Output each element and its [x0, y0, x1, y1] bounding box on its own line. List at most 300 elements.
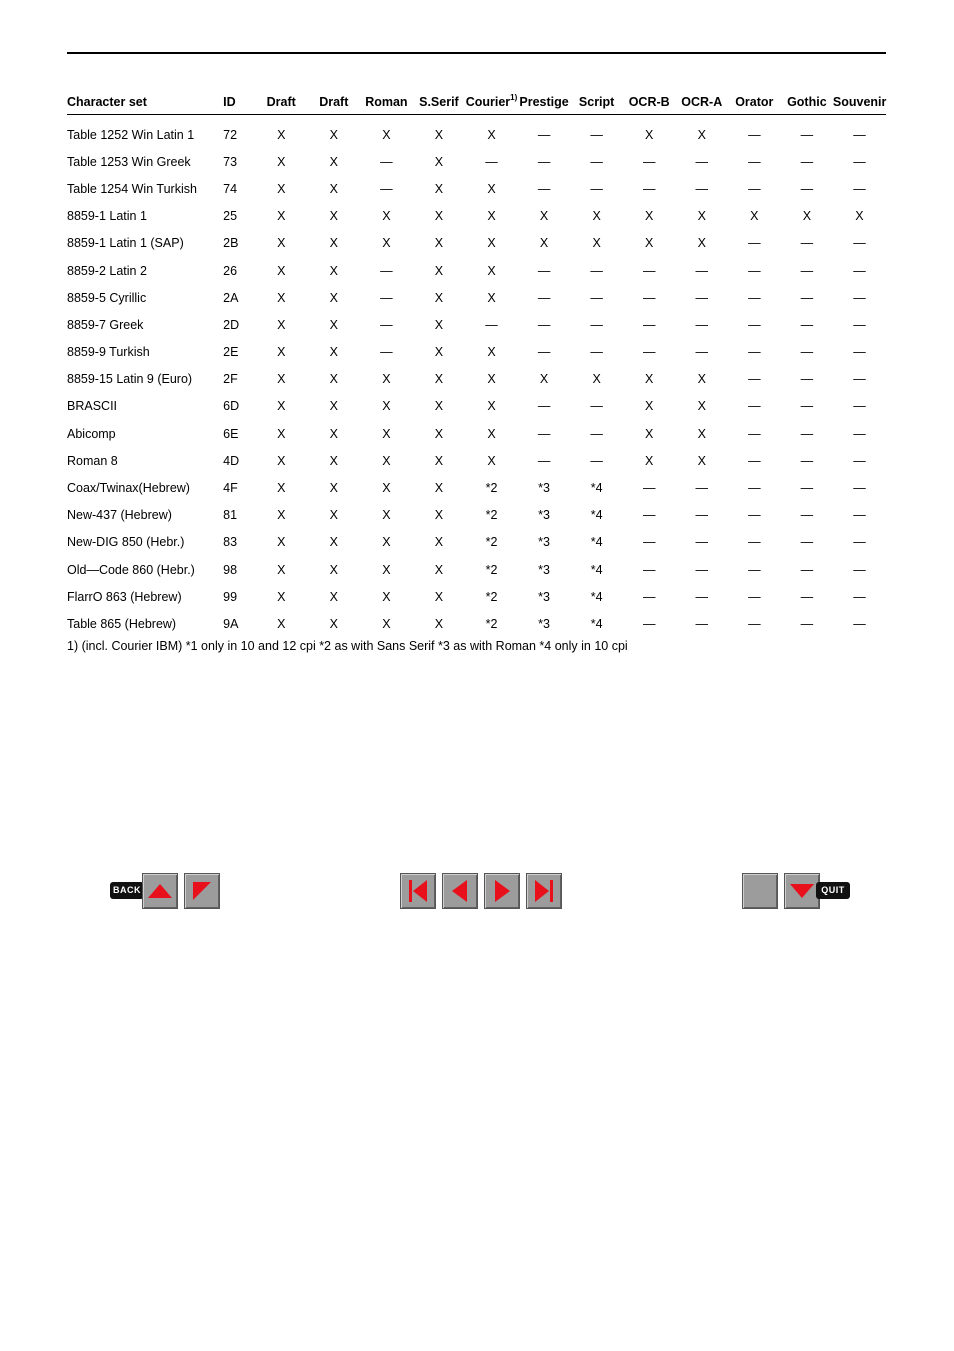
font-support-cell: —: [748, 508, 761, 523]
font-support-cell: X: [329, 399, 338, 414]
font-support-cell: —: [800, 372, 814, 387]
font-support-cell: —: [695, 181, 708, 196]
font-support-cell: —: [748, 453, 761, 468]
col-header: Roman: [360, 83, 412, 115]
col-header: Souvenir: [833, 83, 886, 115]
font-support-cell: —: [590, 154, 603, 169]
font-support-cell: X: [329, 127, 338, 142]
character-set-id: 2D: [223, 317, 240, 332]
font-support-cell: X: [697, 426, 706, 441]
font-support-cell: X: [697, 127, 706, 142]
character-set-id: 6D: [223, 399, 240, 414]
font-support-cell: —: [642, 535, 656, 550]
font-support-cell: —: [537, 345, 551, 360]
font-support-cell: —: [853, 127, 866, 142]
character-set-id: 6E: [223, 426, 239, 441]
table-row: [67, 203, 886, 230]
character-set-id: 99: [223, 589, 238, 604]
font-support-cell: X: [329, 317, 338, 332]
font-support-cell: *4: [590, 508, 603, 523]
character-set-name: Table 1254 Win Turkish: [67, 181, 197, 196]
font-support-cell: *3: [538, 535, 550, 550]
font-support-cell: —: [537, 453, 551, 468]
font-support-cell: —: [537, 181, 551, 196]
font-support-cell: —: [537, 154, 551, 169]
font-support-cell: —: [853, 317, 866, 332]
font-support-cell: X: [277, 589, 286, 604]
font-support-cell: —: [537, 426, 551, 441]
col-header: Draft: [307, 83, 360, 115]
table-row: [67, 610, 886, 637]
character-set-id: 9A: [223, 616, 239, 631]
font-support-cell: X: [434, 154, 444, 169]
font-support-cell: X: [277, 290, 286, 305]
character-set-name: 8859-9 Turkish: [67, 345, 150, 360]
font-support-cell: —: [590, 263, 603, 278]
quit-down-arrow-icon: [785, 874, 819, 908]
font-support-cell: X: [382, 127, 391, 142]
font-support-cell: X: [329, 372, 338, 387]
font-support-cell: —: [642, 562, 656, 577]
font-support-cell: X: [434, 481, 444, 496]
font-support-cell: X: [277, 345, 286, 360]
col-header: Draft: [255, 83, 307, 115]
font-support-cell: X: [382, 372, 391, 387]
font-support-cell: —: [853, 345, 866, 360]
font-support-cell: X: [329, 263, 338, 278]
character-set-id: 2E: [223, 345, 239, 360]
font-support-cell: X: [329, 345, 338, 360]
blank-button: [742, 873, 778, 909]
font-support-cell: —: [485, 154, 498, 169]
table-header-row: [67, 83, 886, 115]
font-support-cell: —: [695, 481, 708, 496]
font-support-cell: —: [642, 345, 656, 360]
font-support-cell: —: [853, 453, 866, 468]
font-support-cell: —: [853, 290, 866, 305]
character-set-name: Old—Code 860 (Hebr.): [67, 562, 195, 577]
font-support-cell: —: [800, 535, 814, 550]
font-support-cell: —: [800, 399, 814, 414]
font-support-cell: X: [592, 209, 601, 224]
font-support-cell: *4: [590, 481, 603, 496]
font-support-cell: X: [697, 372, 706, 387]
col-header: Orator: [728, 83, 781, 115]
table-row: [67, 115, 886, 149]
font-support-cell: X: [277, 453, 286, 468]
font-support-cell: —: [695, 535, 708, 550]
table-row: [67, 447, 886, 474]
font-support-cell: X: [645, 372, 654, 387]
character-set-name: Abicomp: [67, 426, 116, 441]
font-support-cell: X: [277, 181, 286, 196]
font-support-cell: X: [434, 372, 444, 387]
font-support-cell: *4: [590, 562, 603, 577]
font-support-cell: X: [487, 426, 496, 441]
font-support-cell: X: [277, 154, 286, 169]
font-support-cell: —: [748, 426, 761, 441]
table-row: [67, 284, 886, 311]
back-button[interactable]: [142, 873, 178, 909]
font-support-cell: —: [695, 345, 708, 360]
font-support-cell: —: [800, 508, 814, 523]
character-set-name: Table 1253 Win Greek: [67, 154, 191, 169]
next-page-icon: [485, 874, 519, 908]
font-support-cell: —: [642, 263, 656, 278]
font-support-cell: X: [434, 127, 444, 142]
font-support-cell: X: [277, 399, 286, 414]
font-support-cell: —: [590, 399, 603, 414]
font-support-cell: X: [539, 372, 549, 387]
font-support-cell: —: [642, 589, 656, 604]
font-support-cell: —: [800, 263, 814, 278]
character-set-id: 2B: [223, 236, 239, 251]
character-set-id: 4D: [223, 453, 240, 468]
font-support-cell: X: [697, 453, 706, 468]
font-support-cell: —: [748, 616, 761, 631]
font-support-cell: X: [329, 209, 338, 224]
table-row: [67, 556, 886, 583]
font-support-cell: —: [853, 562, 866, 577]
font-support-cell: X: [592, 372, 601, 387]
font-support-cell: —: [800, 453, 814, 468]
font-support-cell: X: [697, 236, 706, 251]
font-support-cell: X: [382, 236, 391, 251]
font-support-cell: —: [748, 562, 761, 577]
first-page-button[interactable]: [400, 873, 436, 909]
character-set-name: New-DIG 850 (Hebr.): [67, 535, 185, 550]
font-support-cell: X: [434, 589, 444, 604]
font-support-cell: —: [537, 399, 551, 414]
font-support-cell: —: [695, 589, 708, 604]
font-support-cell: —: [380, 154, 393, 169]
font-support-cell: X: [277, 372, 286, 387]
font-support-cell: —: [748, 481, 761, 496]
font-support-cell: X: [539, 209, 549, 224]
character-set-id: 4F: [223, 481, 238, 496]
font-support-cell: —: [853, 589, 866, 604]
table-row: [67, 148, 886, 175]
font-support-cell: X: [382, 426, 391, 441]
font-support-cell: X: [487, 263, 496, 278]
col-header: Gothic: [781, 83, 833, 115]
font-support-cell: —: [800, 481, 814, 496]
font-support-cell: —: [853, 616, 866, 631]
font-support-cell: —: [748, 127, 761, 142]
footnote-marker: 1): [510, 92, 518, 102]
font-support-cell: X: [487, 453, 496, 468]
font-support-cell: —: [748, 263, 761, 278]
font-support-cell: —: [800, 317, 814, 332]
font-support-cell: X: [277, 317, 286, 332]
font-support-cell: —: [695, 290, 708, 305]
character-set-id: 74: [223, 181, 238, 196]
table-row: [67, 529, 886, 556]
font-support-cell: —: [800, 345, 814, 360]
font-support-cell: —: [642, 508, 656, 523]
character-set-name: 8859-15 Latin 9 (Euro): [67, 372, 193, 387]
font-support-cell: X: [277, 481, 286, 496]
font-support-cell: X: [329, 508, 338, 523]
font-support-cell: X: [329, 154, 338, 169]
font-support-cell: X: [382, 481, 391, 496]
table-row: [67, 393, 886, 420]
font-support-cell: *3: [538, 508, 550, 523]
character-set-id: 25: [223, 209, 238, 224]
first-page-icon: [401, 874, 435, 908]
font-support-cell: X: [329, 290, 338, 305]
font-support-cell: —: [748, 535, 761, 550]
table-row: [67, 257, 886, 284]
font-support-cell: X: [434, 562, 444, 577]
font-support-cell: X: [277, 508, 286, 523]
table-row: [67, 311, 886, 338]
font-support-cell: —: [748, 317, 761, 332]
font-support-cell: *4: [590, 589, 603, 604]
font-support-cell: —: [642, 154, 656, 169]
font-support-cell: —: [642, 290, 656, 305]
font-support-cell: X: [645, 453, 654, 468]
font-support-cell: —: [748, 399, 761, 414]
font-support-cell: —: [590, 181, 603, 196]
font-support-cell: X: [382, 209, 391, 224]
font-support-cell: —: [695, 508, 708, 523]
font-support-cell: —: [590, 426, 603, 441]
font-support-cell: X: [329, 236, 338, 251]
table-row: [67, 230, 886, 257]
character-set-name: FlarrO 863 (Hebrew): [67, 589, 182, 604]
font-support-cell: —: [695, 154, 708, 169]
font-support-cell: —: [748, 236, 761, 251]
font-support-cell: —: [853, 236, 866, 251]
font-support-cell: X: [434, 453, 444, 468]
font-support-cell: —: [537, 127, 551, 142]
font-support-cell: X: [434, 290, 444, 305]
font-support-cell: X: [802, 209, 812, 224]
quit-label[interactable]: QUIT: [816, 882, 850, 899]
font-support-cell: X: [434, 209, 444, 224]
font-support-cell: —: [695, 562, 708, 577]
font-support-cell: X: [645, 209, 654, 224]
font-support-cell: X: [487, 236, 496, 251]
table-footnote: 1) (incl. Courier IBM) *1 only in 10 and 12 cpi *2 as with Sans Serif *3 as with Roman *4 only in 10 cpi: [67, 639, 628, 653]
font-support-cell: —: [642, 317, 656, 332]
next-page-button[interactable]: [484, 873, 520, 909]
font-support-cell: —: [590, 345, 603, 360]
font-support-cell: X: [277, 209, 286, 224]
font-support-cell: X: [329, 535, 338, 550]
font-support-cell: X: [329, 616, 338, 631]
font-support-cell: X: [645, 236, 654, 251]
font-support-cell: X: [434, 508, 444, 523]
font-support-cell: X: [382, 616, 391, 631]
table-row: [67, 420, 886, 447]
font-support-cell: —: [590, 453, 603, 468]
font-support-cell: X: [434, 535, 444, 550]
font-support-cell: —: [380, 181, 393, 196]
font-support-cell: —: [853, 372, 866, 387]
font-support-cell: —: [853, 181, 866, 196]
character-set-id: 83: [223, 535, 238, 550]
font-support-cell: —: [642, 481, 656, 496]
character-set-name: 8859-1 Latin 1 (SAP): [67, 236, 184, 251]
font-support-cell: X: [645, 399, 654, 414]
font-support-cell: *4: [590, 535, 603, 550]
table-row: [67, 339, 886, 366]
character-set-name: Coax/Twinax(Hebrew): [67, 481, 190, 496]
font-support-cell: X: [277, 616, 286, 631]
character-set-id: 98: [223, 562, 238, 577]
character-set-name: Table 865 (Hebrew): [67, 616, 177, 631]
col-header: Script: [571, 83, 623, 115]
font-support-cell: —: [800, 616, 814, 631]
character-set-name: 8859-5 Cyrillic: [67, 290, 147, 305]
font-support-cell: —: [800, 127, 814, 142]
font-support-cell: X: [434, 426, 444, 441]
font-support-cell: X: [382, 589, 391, 604]
font-support-cell: X: [434, 345, 444, 360]
font-support-cell: —: [380, 290, 393, 305]
top-rule: [67, 52, 886, 54]
font-support-cell: —: [380, 263, 393, 278]
font-support-cell: *3: [538, 562, 550, 577]
font-support-cell: X: [645, 426, 654, 441]
col-header: S.Serif: [412, 83, 465, 115]
font-support-cell: X: [277, 535, 286, 550]
character-set-name: Roman 8: [67, 453, 118, 468]
table-row: [67, 366, 886, 393]
font-support-cell: *3: [538, 589, 550, 604]
character-set-id: 2F: [223, 372, 238, 387]
character-set-name: BRASCII: [67, 399, 118, 414]
font-support-cell: *2: [485, 535, 498, 550]
font-support-cell: X: [434, 317, 444, 332]
col-header: Prestige: [518, 83, 571, 115]
font-support-cell: —: [800, 589, 814, 604]
font-support-cell: X: [697, 399, 706, 414]
font-support-cell: —: [800, 181, 814, 196]
font-support-cell: *2: [485, 508, 498, 523]
table-row: [67, 583, 886, 610]
font-support-cell: *2: [485, 616, 498, 631]
character-set-id: 72: [223, 127, 238, 142]
character-set-name: New-437 (Hebrew): [67, 508, 172, 523]
font-support-cell: X: [382, 535, 391, 550]
font-support-cell: —: [853, 154, 866, 169]
character-set-name: 8859-2 Latin 2: [67, 263, 147, 278]
col-header: OCR-B: [623, 83, 676, 115]
font-support-cell: *2: [485, 481, 498, 496]
col-header: OCR-A: [676, 83, 728, 115]
font-support-cell: —: [800, 236, 814, 251]
font-support-cell: —: [748, 345, 761, 360]
font-support-cell: X: [750, 209, 759, 224]
return-button[interactable]: [184, 873, 220, 909]
col-header: Character set: [67, 83, 203, 115]
font-support-cell: X: [487, 290, 496, 305]
font-support-cell: —: [590, 290, 603, 305]
font-support-cell: —: [853, 481, 866, 496]
font-support-cell: X: [487, 372, 496, 387]
character-set-name: 8859-1 Latin 1: [67, 209, 147, 224]
font-support-cell: X: [277, 562, 286, 577]
font-support-cell: X: [434, 236, 444, 251]
font-support-cell: —: [853, 426, 866, 441]
font-support-cell: —: [642, 616, 656, 631]
table-row: [67, 474, 886, 501]
font-support-cell: X: [434, 181, 444, 196]
font-support-cell: X: [434, 263, 444, 278]
last-page-button[interactable]: [526, 873, 562, 909]
font-support-cell: X: [277, 127, 286, 142]
font-support-cell: *4: [590, 616, 603, 631]
font-support-cell: —: [695, 263, 708, 278]
font-support-cell: X: [487, 181, 496, 196]
font-support-cell: —: [537, 290, 551, 305]
font-support-cell: —: [642, 181, 656, 196]
quit-button[interactable]: [784, 873, 820, 909]
table-row: [67, 502, 886, 529]
font-support-cell: X: [277, 236, 286, 251]
font-support-cell: —: [695, 616, 708, 631]
font-support-cell: X: [592, 236, 601, 251]
font-support-cell: X: [382, 453, 391, 468]
character-set-id: 26: [223, 263, 238, 278]
character-set-id: 2A: [223, 290, 239, 305]
font-support-cell: —: [800, 426, 814, 441]
col-header: ID: [203, 83, 255, 115]
font-support-cell: —: [537, 263, 551, 278]
font-support-cell: —: [380, 317, 393, 332]
font-support-cell: *2: [485, 562, 498, 577]
font-support-cell: *2: [485, 589, 498, 604]
font-support-cell: —: [748, 154, 761, 169]
font-support-cell: X: [855, 209, 864, 224]
font-support-cell: X: [539, 236, 549, 251]
font-support-cell: X: [487, 127, 496, 142]
font-support-cell: X: [329, 589, 338, 604]
font-support-cell: X: [645, 127, 654, 142]
font-support-cell: —: [748, 181, 761, 196]
font-support-cell: —: [590, 127, 603, 142]
font-support-cell: —: [485, 317, 498, 332]
font-support-cell: —: [800, 154, 814, 169]
character-set-name: Table 1252 Win Latin 1: [67, 127, 195, 142]
font-support-cell: —: [853, 399, 866, 414]
table-row: [67, 175, 886, 202]
back-label[interactable]: BACK: [110, 882, 144, 899]
col-header: Courier$^{1)}$: [465, 83, 517, 115]
font-support-cell: X: [329, 481, 338, 496]
font-support-cell: *3: [538, 616, 550, 631]
previous-page-button[interactable]: [442, 873, 478, 909]
font-support-cell: X: [382, 562, 391, 577]
previous-page-icon: [443, 874, 477, 908]
font-support-cell: *3: [538, 481, 550, 496]
font-support-cell: X: [434, 399, 444, 414]
font-support-cell: X: [277, 263, 286, 278]
font-support-cell: X: [329, 453, 338, 468]
font-support-cell: X: [487, 345, 496, 360]
font-support-cell: —: [748, 589, 761, 604]
font-support-cell: X: [329, 426, 338, 441]
last-page-icon: [527, 874, 561, 908]
font-support-cell: X: [487, 399, 496, 414]
font-support-cell: —: [748, 372, 761, 387]
font-support-cell: X: [434, 616, 444, 631]
font-support-cell: X: [487, 209, 496, 224]
character-set-name: 8859-7 Greek: [67, 317, 144, 332]
